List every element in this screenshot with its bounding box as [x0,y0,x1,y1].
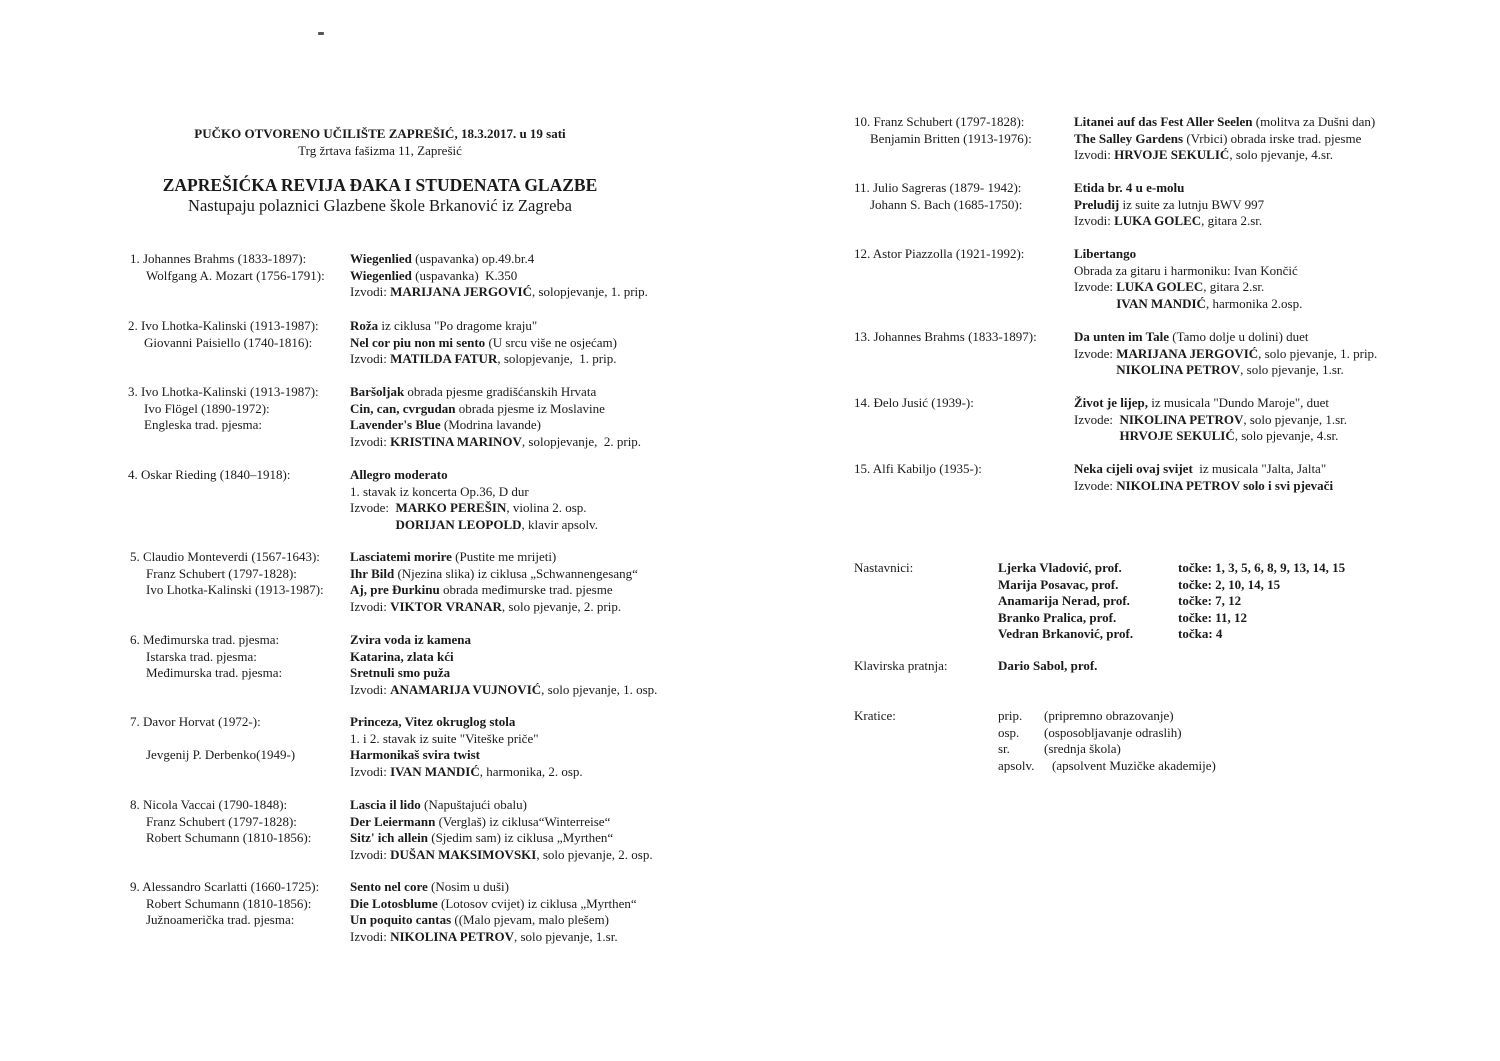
text: , solopjevanje, 2. prip. [521,433,642,449]
composer-column [130,879,319,929]
teacher-points-line: točke: 1, 3, 5, 6, 8, 9, 13, 14, 15 [1178,560,1346,575]
piece-line [350,484,598,501]
bold-text: KRISTINA MARINOV [390,433,522,449]
piece-line [1074,296,1302,313]
composer-line: 7. Davor Horvat (1972-): [130,714,261,729]
bold-text: Harmonikaš svira twist [350,747,480,762]
teacher-name: Ljerka Vladović, prof. [998,560,1122,575]
composer-line: 11. Julio Sagreras (1879- 1942): [854,180,1022,195]
text: , solo pjevanje, 2. osp. [536,846,653,862]
bold-text: solo i svi pjevači [1239,477,1334,493]
composer-line: Johann S. Bach (1685-1750): [870,196,1023,212]
bold-text: MATILDA FATUR [390,351,498,366]
text: (Modrina lavande) [440,417,542,432]
bold-text: Aj, pre Đurkinu [350,582,440,597]
piece-line [350,764,583,781]
piece-column [1074,461,1333,494]
venue-date-heading: PUČKO OTVORENO UČILIŠTE ZAPREŠIĆ, 18.3.2017. u 19 sati [194,126,566,141]
piece-line [350,434,641,451]
composer-line: 12. Astor Piazzolla (1921-1992): [854,246,1025,261]
piece-column [350,251,648,301]
text: (uspavanka) op.49.br.4 [411,251,535,266]
text: Izvode: [1074,411,1120,427]
piece-line [350,665,657,682]
piece-line [350,467,598,484]
bold-text: HRVOJE SEKULIĆ [1114,147,1230,162]
bold-text: DORIJAN LEOPOLD [350,516,522,532]
piece-column [350,632,657,698]
piece-column [1074,180,1264,230]
scan-speck [318,32,324,35]
text: Izvodi: [350,763,391,779]
bold-text: MARIJANA JERGOVIĆ [1116,345,1259,361]
concert-subtitle: Nastupaju polaznici Glazbene škole Brkanović iz Zagreba [188,196,572,215]
piece-line [350,268,648,285]
text: , solo pjevanje, 1. osp. [541,681,658,697]
composer-line: 2. Ivo Lhotka-Kalinski (1913-1987): [128,318,319,333]
composer-line: 15. Alfi Kabiljo (1935-): [854,461,982,476]
composer-column [130,632,282,682]
piece-line [350,649,657,666]
piece-line [350,335,617,352]
composer-line: 1. Johannes Brahms (1833-1897): [130,251,307,266]
bold-text: NIKOLINA PETROV [1119,411,1244,427]
abbreviation-key: sr. [998,741,1010,756]
bold-text: Sento nel core [350,879,428,894]
bold-text: Cin, can, cvrgudan [350,400,456,416]
text: , gitara 2.sr. [1201,213,1263,228]
text: (Tamo dolje u dolini) duet [1169,329,1309,344]
bold-text: Zvira voda iz kamena [350,632,471,647]
composer-line: 4. Oskar Rieding (1840–1918): [128,467,291,482]
text: obrada pjesme iz Moslavine [455,400,605,416]
piece-column [350,467,598,533]
bold-text: IVAN MANDIĆ [390,763,480,779]
text: (uspavanka) K.350 [411,267,518,283]
bold-text: NIKOLINA PETROV [390,928,514,944]
text: , violina 2. osp. [506,500,587,515]
text: Izvodi: [350,284,391,299]
piece-line [350,797,653,814]
text: , harmonika, 2. osp. [479,763,583,779]
text: , solo pjevanje, 1.sr. [1240,362,1344,377]
piece-line [350,549,638,566]
piece-line [350,847,653,864]
piece-column [1074,329,1377,379]
piece-column [350,797,653,863]
abbreviation-keys [998,708,1034,774]
piece-line [350,682,657,699]
text: Izvodi: [1074,213,1115,228]
accompaniment-section [854,658,1374,678]
composer-line: Istarska trad. pjesma: [146,648,257,664]
piece-line [350,814,653,831]
composer-column [128,467,290,484]
text: obrada pjesme gradišćanskih Hrvata [404,384,597,399]
text: (Pustite me mrijeti) [451,549,557,564]
composer-line: Franz Schubert (1797-1828): [146,565,297,581]
abbreviation-meaning: (srednja škola) [1044,741,1121,756]
bold-text: Lascia il lido [350,797,421,812]
piece-line [350,500,598,517]
bold-text: Der Leiermann [350,813,436,829]
teacher-points-line: točke: 7, 12 [1178,593,1242,608]
bold-text: Wiegenlied [350,251,412,266]
bold-text: Ihr Bild [350,565,395,581]
bold-text: IVAN MANDIĆ [1074,295,1206,311]
piece-line [350,351,617,368]
bold-text: Wiegenlied [350,267,412,283]
composer-line: 14. Đelo Jusić (1939-): [854,395,974,410]
piece-column [1074,246,1302,312]
composer-line: 6. Međimurska trad. pjesma: [130,632,280,647]
bold-text: LUKA GOLEC [1114,213,1202,228]
text: (Nosim u duši) [427,879,509,894]
text: 1. i 2. stavak iz suite "Viteške priče" [350,730,539,746]
composer-line: Wolfgang A. Mozart (1756-1791): [146,267,325,283]
bold-text: Neka cijeli ovaj svijet [1074,461,1193,476]
text: iz musicala "Jalta, Jalta" [1192,461,1327,476]
piece-line [350,632,657,649]
piece-line [350,566,638,583]
text: , gitara 2.sr. [1203,279,1265,294]
text: (U srcu više ne osjećam) [485,334,617,350]
text: (molitva za Dušni dan) [1252,114,1376,129]
text: Izvodi: [350,351,391,366]
composer-line: Engleska trad. pjesma: [144,417,263,432]
teacher-name: Marija Posavac, prof. [998,576,1119,592]
bold-text: The Salley Gardens [1074,130,1184,146]
concert-title: ZAPREŠIĆKA REVIJA ĐAKA I STUDENATA GLAZBE [162,175,598,195]
piece-line [350,517,598,534]
composer-column [130,797,311,847]
text: Izvode: [1074,345,1117,361]
bold-text: ANAMARIJA VUJNOVIĆ [390,681,542,697]
piece-line [1074,461,1333,478]
text: , harmonika 2.osp. [1205,295,1303,311]
composer-line: 5. Claudio Monteverdi (1567-1643): [130,549,320,564]
composer-line: Međimurska trad. pjesma: [146,665,283,680]
bold-text: Baršoljak [350,384,405,399]
piece-line [350,830,653,847]
text: iz suite za lutnju BWV 997 [1119,196,1265,212]
piece-line [1074,131,1375,148]
text: iz ciklusa "Po dragome kraju" [378,318,538,333]
piece-column [350,384,641,450]
composer-line: Južnoamerička trad. pjesma: [146,912,295,927]
text: , solopjevanje, 1. prip. [532,284,648,299]
text: , solo pjevanje, 1.sr. [513,928,618,944]
composer-column [130,251,325,284]
teachers-section [854,560,1374,650]
bold-text: Libertango [1074,246,1137,261]
piece-line [350,879,637,896]
piece-line [1074,180,1264,197]
bold-text: Die Lotosblume [350,895,438,911]
text: (Njezina slika) iz ciklusa „Schwannengesang“ [394,565,638,581]
piece-line [1074,263,1302,280]
piece-line [1074,246,1302,263]
piece-line [1074,213,1264,230]
composer-line: Robert Schumann (1810-1856): [146,830,312,845]
piece-column [1074,114,1375,164]
teacher-names [998,560,1133,643]
abbreviation-key: apsolv. [998,757,1035,773]
bold-text: VIKTOR VRANAR [390,598,502,614]
piece-line [350,896,637,913]
piece-line [350,912,637,929]
composer-column [130,714,295,764]
composer-column [854,461,982,478]
text: Izvode: [1074,477,1117,493]
piece-column [350,549,638,615]
abbreviation-meaning: (apsolvent Muzičke akademije) [1052,757,1216,773]
text: (Lotosov cvijet) iz ciklusa „Myrthen“ [437,895,637,911]
bold-text: Lavender's Blue [350,417,441,432]
bold-text: Katarina, zlata kći [350,648,454,664]
teachers-label: Nastavnici: [854,560,914,575]
piece-line [350,747,583,764]
text: Izvodi: [350,433,391,449]
piece-line [1074,114,1375,131]
text: , solo pjevanje, 4.sr. [1229,147,1333,162]
abbreviation-key: prip. [998,708,1023,723]
piece-line [1074,279,1302,296]
composer-column [854,180,1022,213]
composer-line: 3. Ivo Lhotka-Kalinski (1913-1987): [128,384,319,399]
piece-line [350,318,617,335]
composer-column [128,384,319,434]
composer-line: 9. Alessandro Scarlatti (1660-1725): [130,879,320,894]
composer-column [854,395,974,412]
bold-text: Sretnuli smo puža [350,665,451,680]
accompanist-name: Dario Sabol, prof. [998,658,1098,673]
piece-line [1074,147,1375,164]
piece-column [350,318,617,368]
bold-text: NIKOLINA PETROV [1116,477,1240,493]
composer-column [130,549,324,599]
piece-line [1074,346,1377,363]
text: , klavir apsolv. [521,516,598,532]
text: Izvodi: [350,928,391,944]
text: Izvodi: [1074,147,1115,162]
bold-text: Preludij [1074,196,1120,212]
text: 1. stavak iz koncerta Op.36, D dur [350,483,529,499]
bold-text: Princeza, Vitez okruglog stola [350,714,516,729]
teacher-name: Anamarija Nerad, prof. [998,593,1130,608]
text: , solo pjevanje, 1. prip. [1258,345,1378,361]
bold-text: NIKOLINA PETROV [1074,362,1241,377]
piece-line [350,582,638,599]
text: Obrada za gitaru i harmoniku: Ivan Končić [1074,262,1298,278]
text: ((Malo pjevam, malo plešem) [451,912,609,927]
abbreviations-label: Kratice: [854,708,896,723]
piece-line [1074,362,1377,379]
composer-line: Robert Schumann (1810-1856): [146,895,312,911]
composer-column [854,246,1024,263]
piece-line [1074,329,1377,346]
abbreviation-key: osp. [998,724,1020,740]
bold-text: DUŠAN MAKSIMOVSKI [390,846,537,862]
piece-line [350,731,583,748]
composer-line: Jevgenij P. Derbenko(1949-) [146,747,296,762]
text: , solo pjevanje, 4.sr. [1234,428,1339,443]
composer-line: Ivo Flögel (1890-1972): [144,400,270,416]
composer-line: Giovanni Paisiello (1740-1816): [144,334,313,350]
bold-text: Da unten im Tale [1074,329,1169,344]
teacher-name: Branko Pralica, prof. [998,609,1117,625]
text: Izvodi: [350,681,391,697]
bold-text: Un poquito cantas [350,912,452,927]
piece-line [350,929,637,946]
composer-line: Ivo Lhotka-Kalinski (1913-1987): [146,582,324,597]
composer-column [128,318,319,351]
bold-text: Litanei auf das Fest Aller Seelen [1074,114,1253,129]
composer-line: 8. Nicola Vaccai (1790-1848): [130,797,288,812]
piece-line [350,599,638,616]
piece-line [350,284,648,301]
composer-line: 13. Johannes Brahms (1833-1897): [854,329,1037,344]
text: , solopjevanje, 1. prip. [497,351,617,366]
teacher-name: Vedran Brkanović, prof. [998,626,1134,641]
teacher-points-line: točka: 4 [1178,626,1223,641]
piece-column [350,714,583,780]
piece-line [1074,428,1347,445]
composer-line: 10. Franz Schubert (1797-1828): [854,114,1025,129]
bold-text: Roža [350,318,379,333]
teacher-points-line: točke: 11, 12 [1178,609,1247,625]
piece-line [350,384,641,401]
text: Izvodi: [350,846,391,862]
composer-line: Benjamin Britten (1913-1976): [870,130,1032,146]
bold-text: MARKO PEREŠIN [395,500,507,515]
text: (Napuštajući obalu) [420,797,527,812]
text: Izvode: [350,500,396,515]
abbreviation-meaning: (osposobljavanje odraslih) [1044,724,1182,740]
piece-line [350,417,641,434]
abbreviation-meaning: (pripremno obrazovanje) [1044,708,1174,723]
text: iz musicala "Dundo Maroje", duet [1148,395,1330,410]
bold-text: Život je lijep, [1074,395,1149,410]
text: Izvode: [1074,279,1117,294]
piece-column [350,879,637,945]
bold-text: MARIJANA JERGOVIĆ [390,284,532,299]
teacher-points-line: točke: 2, 10, 14, 15 [1178,576,1281,592]
bold-text: Nel cor piu non mi sento [350,334,486,350]
venue-address: Trg žrtava fašizma 11, Zaprešić [298,143,462,158]
composer-line [130,731,295,748]
piece-line [1074,412,1347,429]
abbreviation-values [1044,708,1216,774]
bold-text: Lasciatemi morire [350,549,452,564]
text: , solo pjevanje, 1.sr. [1243,411,1348,427]
piece-line [350,401,641,418]
composer-column [854,329,1037,346]
accompaniment-label: Klavirska pratnja: [854,658,948,673]
piece-line [1074,478,1333,495]
bold-text: Allegro moderato [350,467,448,482]
text: (Verglaš) iz ciklusa“Winterreise“ [435,813,611,829]
teacher-points [1178,560,1345,643]
text: , solo pjevanje, 2. prip. [501,598,622,614]
bold-text: Etida br. 4 u e-molu [1074,180,1185,195]
piece-line [350,251,648,268]
text: Izvodi: [350,598,391,614]
composer-line: Franz Schubert (1797-1828): [146,813,297,829]
composer-column [854,114,1032,147]
text: (Sjedim sam) iz ciklusa „Myrthen“ [428,830,614,845]
text: (Vrbici) obrada irske trad. pjesme [1183,130,1362,146]
piece-line [1074,395,1347,412]
abbreviations-section [854,708,1374,778]
piece-column [1074,395,1347,445]
bold-text: HRVOJE SEKULIĆ [1074,428,1235,443]
piece-line [1074,197,1264,214]
bold-text: Sitz' ich allein [350,830,428,845]
piece-line [350,714,583,731]
text: obrada međimurske trad. pjesme [439,582,613,597]
bold-text: LUKA GOLEC [1116,279,1204,294]
